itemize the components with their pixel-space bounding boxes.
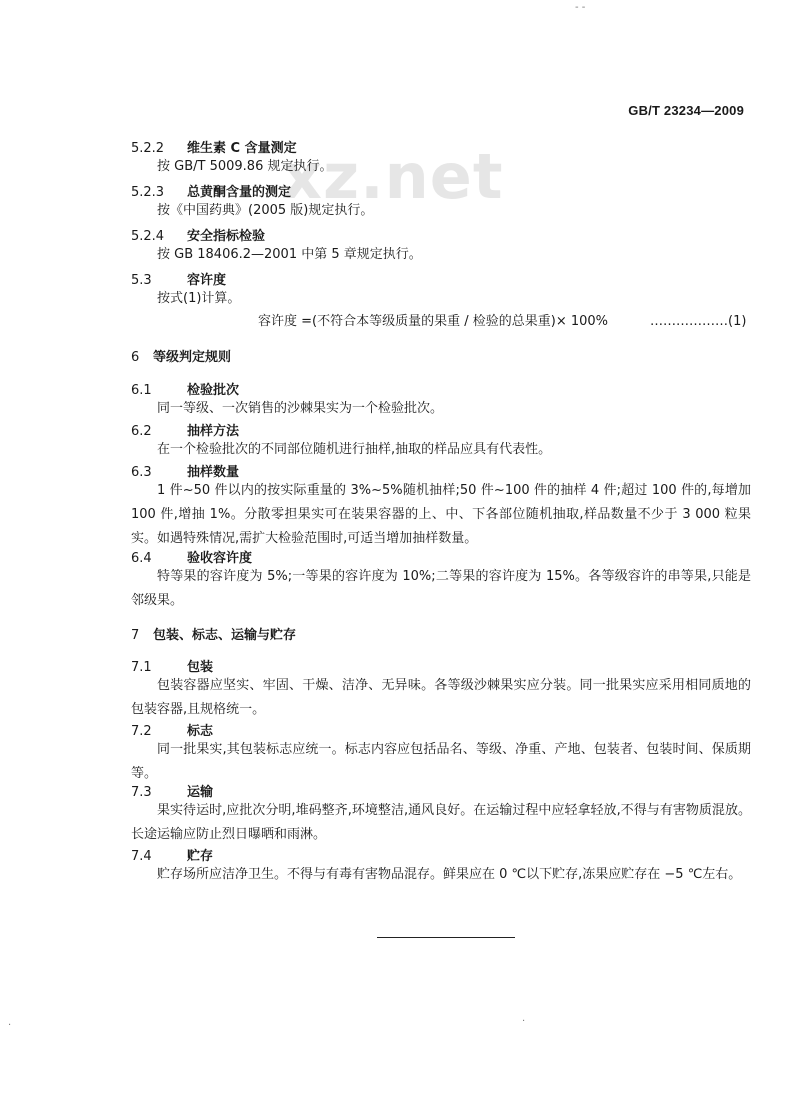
formula: 容许度 =(不符合本等级质量的果重 / 检验的总果重)× 100% [258,314,609,329]
section-7-3-body: 果实待运时,应批次分明,堆码整齐,环境整洁,通风良好。在运输过程中应轻拿轻放,不得与有害物质混放。长途运输应防止烈日曝晒和雨淋。 [131,803,751,842]
section-number: 6.2 [131,424,152,439]
section-5-2-2-body: 按 GB/T 5009.86 规定执行。 [157,159,333,174]
section-title: 检验批次 [187,383,240,398]
section-7-2-body: 同一批果实,其包装标志应统一。标志内容应包括品名、等级、净重、产地、包装者、包装时间、保质期等。 [131,742,751,781]
section-5-2-3-body: 按《中国药典》(2005 版)规定执行。 [157,203,374,218]
section-number: 6.4 [131,551,152,566]
section-title: 总黄酮含量的测定 [187,185,292,200]
section-number: 7.4 [131,849,152,864]
section-number: 5.3 [131,273,152,288]
section-title: 安全指标检验 [187,229,266,244]
section-6-3-heading [131,461,239,480]
section-title: 抽样数量 [187,465,240,480]
section-number: 7.2 [131,724,152,739]
section-6-4-body: 特等果的容许度为 5%;一等果的容许度为 10%;二等果的容许度为 15%。各等级容许的串等果,只能是邻级果。 [131,569,751,608]
section-title: 标志 [187,724,214,739]
section-number: 6.1 [131,383,152,398]
section-number: 5.2.4 [131,229,165,244]
chapter-7-heading [131,624,296,643]
section-number: 5.2.3 [131,185,165,200]
section-6-2-heading [131,420,239,439]
section-title: 容许度 [187,273,227,288]
chapter-number: 7 [131,628,140,643]
section-6-3-body: 1 件~50 件以内的按实际重量的 3%~5%随机抽样;50 件~100 件的抽样 4 件;超过 100 件的,每增加 100 件,增抽 1%。分散零担果实可在装果容器的上、中、下各部位随机抽取,样品数量不少于 3 000 粒果实。如遇特殊情况,需扩大检验范围时,可适当增加抽样数量。 [131,483,751,546]
section-title: 包装 [187,660,214,675]
chapter-title: 包装、标志、运输与贮存 [153,628,297,643]
section-title: 验收容许度 [187,551,253,566]
section-5-2-4-body: 按 GB 18406.2—2001 中第 5 章规定执行。 [157,247,422,262]
section-6-1-heading [131,379,239,398]
section-7-4-body: 贮存场所应洁净卫生。不得与有毒有害物品混存。鲜果应在 0 ℃以下贮存,冻果应贮存在 −5 ℃左右。 [157,867,742,882]
section-6-1-body: 同一等级、一次销售的沙棘果实为一个检验批次。 [157,401,444,416]
formula-number: ………………(1) [650,314,747,329]
standard-code: GB/T 23234—2009 [628,103,744,118]
section-title: 抽样方法 [187,424,240,439]
section-title: 维生素 C 含量测定 [187,141,297,156]
section-7-3-heading [131,781,213,800]
section-title: 运输 [187,785,214,800]
section-number: 5.2.2 [131,141,165,156]
section-5-3-heading [131,269,226,288]
section-number: 7.1 [131,660,152,675]
scan-speck: · [8,1020,12,1031]
chapter-title: 等级判定规则 [153,350,232,365]
chapter-number: 6 [131,350,140,365]
chapter-6-heading [131,346,231,365]
section-5-2-4-heading [131,225,265,244]
section-number: 7.3 [131,785,152,800]
section-5-2-3-heading [131,181,291,200]
section-7-1-heading [131,656,213,675]
section-7-4-heading [131,845,213,864]
section-7-2-heading [131,720,213,739]
section-6-2-body: 在一个检验批次的不同部位随机进行抽样,抽取的样品应具有代表性。 [157,442,552,457]
scan-speck: · [522,1016,526,1027]
section-5-3-body: 按式(1)计算。 [157,291,241,306]
end-rule [377,937,515,938]
scan-speck: - - [575,2,586,13]
section-number: 6.3 [131,465,152,480]
section-5-2-2-heading [131,137,297,156]
watermark: xz.net [282,140,504,213]
section-6-4-heading [131,547,252,566]
section-7-1-body: 包装容器应坚实、牢固、干燥、洁净、无异味。各等级沙棘果实应分装。同一批果实应采用相同质地的包装容器,且规格统一。 [131,678,751,717]
section-title: 贮存 [187,849,214,864]
